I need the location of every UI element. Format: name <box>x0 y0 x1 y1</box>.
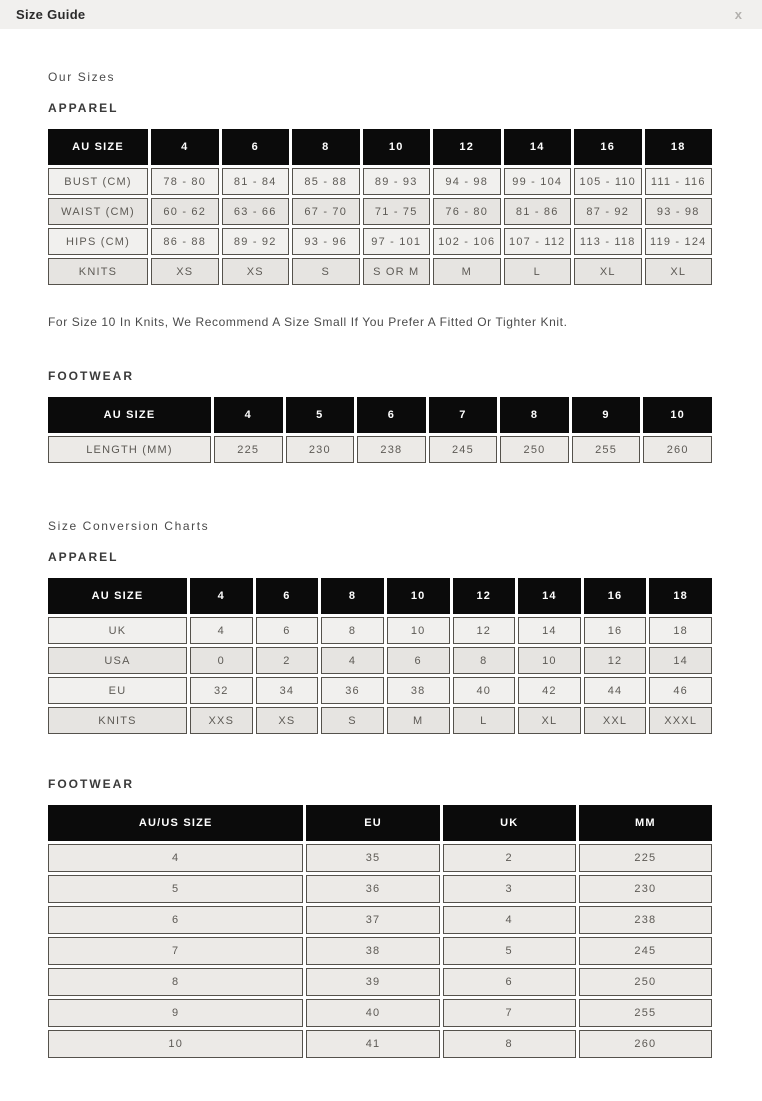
data-cell: XS <box>222 258 290 285</box>
data-cell: 78 - 80 <box>151 168 219 195</box>
page-title: Size Guide <box>16 7 86 22</box>
data-cell: 111 - 116 <box>645 168 713 195</box>
data-cell: 3 <box>443 875 576 903</box>
row-label-cell: WAIST (CM) <box>48 198 148 225</box>
data-cell: 260 <box>579 1030 712 1058</box>
table-row <box>48 228 712 255</box>
table-row <box>48 844 712 872</box>
table-row <box>48 1030 712 1058</box>
table-header-cell: 5 <box>286 397 355 433</box>
row-label-cell: 6 <box>48 906 303 934</box>
data-cell: 8 <box>453 647 516 674</box>
table-header-cell: AU SIZE <box>48 397 211 433</box>
table-header-row <box>48 129 712 165</box>
table-row <box>48 258 712 285</box>
data-cell: 71 - 75 <box>363 198 431 225</box>
table-header-cell: 18 <box>649 578 712 614</box>
table-row <box>48 617 712 644</box>
data-cell: S <box>292 258 360 285</box>
table-row <box>48 875 712 903</box>
data-cell: 85 - 88 <box>292 168 360 195</box>
table-header-cell: 18 <box>645 129 713 165</box>
data-cell: 8 <box>321 617 384 644</box>
table-header-cell: MM <box>579 805 712 841</box>
table-header-cell: 9 <box>572 397 641 433</box>
data-cell: 67 - 70 <box>292 198 360 225</box>
data-cell: 4 <box>443 906 576 934</box>
data-cell: 46 <box>649 677 712 704</box>
table-header-cell: 8 <box>321 578 384 614</box>
data-cell: 107 - 112 <box>504 228 572 255</box>
table-header-cell: 14 <box>504 129 572 165</box>
data-cell: S <box>321 707 384 734</box>
data-cell: 255 <box>572 436 641 463</box>
table-row <box>48 677 712 704</box>
row-label-cell: UK <box>48 617 187 644</box>
data-cell: XS <box>151 258 219 285</box>
table-header-cell: 14 <box>518 578 581 614</box>
data-cell: 8 <box>443 1030 576 1058</box>
conversion-apparel-heading: APPAREL <box>48 550 119 564</box>
data-cell: 250 <box>579 968 712 996</box>
data-cell: 34 <box>256 677 319 704</box>
table-header-cell: AU/US SIZE <box>48 805 303 841</box>
table-row <box>48 906 712 934</box>
data-cell: XL <box>574 258 642 285</box>
data-cell: 4 <box>190 617 253 644</box>
data-cell: 94 - 98 <box>433 168 501 195</box>
data-cell: XS <box>256 707 319 734</box>
data-cell: 225 <box>214 436 283 463</box>
row-label-cell: 5 <box>48 875 303 903</box>
conversion-section-title: Size Conversion Charts <box>48 519 210 533</box>
table-header-row <box>48 578 712 614</box>
data-cell: 119 - 124 <box>645 228 713 255</box>
table-header-cell: 10 <box>387 578 450 614</box>
data-cell: 10 <box>518 647 581 674</box>
data-cell: M <box>387 707 450 734</box>
data-cell: 89 - 92 <box>222 228 290 255</box>
data-cell: 76 - 80 <box>433 198 501 225</box>
data-cell: 63 - 66 <box>222 198 290 225</box>
table-header-cell: UK <box>443 805 576 841</box>
table-row <box>48 647 712 674</box>
data-cell: 250 <box>500 436 569 463</box>
table-header-cell: 6 <box>357 397 426 433</box>
our-sizes-footwear-table <box>45 394 715 466</box>
data-cell: XXS <box>190 707 253 734</box>
data-cell: XL <box>645 258 713 285</box>
data-cell: M <box>433 258 501 285</box>
data-cell: 12 <box>584 647 647 674</box>
table-header-cell: 10 <box>643 397 712 433</box>
row-label-cell: BUST (CM) <box>48 168 148 195</box>
data-cell: 89 - 93 <box>363 168 431 195</box>
data-cell: 102 - 106 <box>433 228 501 255</box>
row-label-cell: 9 <box>48 999 303 1027</box>
table-row <box>48 937 712 965</box>
table-row <box>48 968 712 996</box>
data-cell: 40 <box>306 999 439 1027</box>
knits-note: For Size 10 In Knits, We Recommend A Size Small If You Prefer A Fitted Or Tighter Knit. <box>48 315 568 329</box>
data-cell: 14 <box>518 617 581 644</box>
table-header-cell: 4 <box>214 397 283 433</box>
our-sizes-apparel-heading: APPAREL <box>48 101 119 115</box>
data-cell: 238 <box>357 436 426 463</box>
data-cell: 36 <box>321 677 384 704</box>
table-header-cell: 7 <box>429 397 498 433</box>
data-cell: 225 <box>579 844 712 872</box>
table-row <box>48 168 712 195</box>
data-cell: 36 <box>306 875 439 903</box>
data-cell: 40 <box>453 677 516 704</box>
table-header-cell: 16 <box>574 129 642 165</box>
table-header-cell: AU SIZE <box>48 129 148 165</box>
table-header-cell: 8 <box>292 129 360 165</box>
data-cell: XL <box>518 707 581 734</box>
data-cell: 86 - 88 <box>151 228 219 255</box>
data-cell: 238 <box>579 906 712 934</box>
data-cell: 87 - 92 <box>574 198 642 225</box>
table-row <box>48 198 712 225</box>
data-cell: 41 <box>306 1030 439 1058</box>
data-cell: L <box>504 258 572 285</box>
data-cell: 5 <box>443 937 576 965</box>
data-cell: 12 <box>453 617 516 644</box>
row-label-cell: LENGTH (MM) <box>48 436 211 463</box>
row-label-cell: KNITS <box>48 258 148 285</box>
our-sizes-footwear-heading: FOOTWEAR <box>48 369 134 383</box>
data-cell: XXXL <box>649 707 712 734</box>
data-cell: 97 - 101 <box>363 228 431 255</box>
data-cell: 32 <box>190 677 253 704</box>
data-cell: 44 <box>584 677 647 704</box>
data-cell: 230 <box>579 875 712 903</box>
table-header-cell: 4 <box>190 578 253 614</box>
data-cell: 245 <box>429 436 498 463</box>
table-header-cell: 12 <box>433 129 501 165</box>
data-cell: 38 <box>306 937 439 965</box>
table-header-cell: 4 <box>151 129 219 165</box>
data-cell: 2 <box>256 647 319 674</box>
row-label-cell: HIPS (CM) <box>48 228 148 255</box>
table-row <box>48 436 712 463</box>
data-cell: 14 <box>649 647 712 674</box>
row-label-cell: KNITS <box>48 707 187 734</box>
row-label-cell: EU <box>48 677 187 704</box>
data-cell: 60 - 62 <box>151 198 219 225</box>
data-cell: 245 <box>579 937 712 965</box>
data-cell: 81 - 86 <box>504 198 572 225</box>
size-guide-header-bar <box>0 0 762 29</box>
table-header-cell: EU <box>306 805 439 841</box>
our-sizes-apparel-table <box>45 126 715 288</box>
data-cell: 2 <box>443 844 576 872</box>
row-label-cell: USA <box>48 647 187 674</box>
table-header-cell: 12 <box>453 578 516 614</box>
table-header-cell: 6 <box>256 578 319 614</box>
table-row <box>48 707 712 734</box>
size-guide-content <box>0 70 762 1101</box>
data-cell: 37 <box>306 906 439 934</box>
data-cell: S OR M <box>363 258 431 285</box>
conversion-apparel-table <box>45 575 715 737</box>
data-cell: 4 <box>321 647 384 674</box>
table-header-row <box>48 397 712 433</box>
row-label-cell: 8 <box>48 968 303 996</box>
data-cell: 6 <box>256 617 319 644</box>
data-cell: L <box>453 707 516 734</box>
data-cell: 42 <box>518 677 581 704</box>
data-cell: 6 <box>387 647 450 674</box>
table-header-cell: 6 <box>222 129 290 165</box>
data-cell: XXL <box>584 707 647 734</box>
data-cell: 105 - 110 <box>574 168 642 195</box>
close-icon[interactable]: x <box>734 7 742 22</box>
table-header-cell: 10 <box>363 129 431 165</box>
table-header-cell: 16 <box>584 578 647 614</box>
conversion-footwear-table <box>45 802 715 1061</box>
data-cell: 93 - 96 <box>292 228 360 255</box>
data-cell: 16 <box>584 617 647 644</box>
table-header-cell: AU SIZE <box>48 578 187 614</box>
data-cell: 0 <box>190 647 253 674</box>
data-cell: 39 <box>306 968 439 996</box>
data-cell: 18 <box>649 617 712 644</box>
data-cell: 260 <box>643 436 712 463</box>
data-cell: 230 <box>286 436 355 463</box>
data-cell: 255 <box>579 999 712 1027</box>
data-cell: 35 <box>306 844 439 872</box>
data-cell: 6 <box>443 968 576 996</box>
row-label-cell: 7 <box>48 937 303 965</box>
table-row <box>48 999 712 1027</box>
data-cell: 81 - 84 <box>222 168 290 195</box>
row-label-cell: 10 <box>48 1030 303 1058</box>
data-cell: 10 <box>387 617 450 644</box>
data-cell: 7 <box>443 999 576 1027</box>
our-sizes-section-title: Our Sizes <box>48 70 116 84</box>
data-cell: 93 - 98 <box>645 198 713 225</box>
data-cell: 38 <box>387 677 450 704</box>
table-header-cell: 8 <box>500 397 569 433</box>
data-cell: 99 - 104 <box>504 168 572 195</box>
data-cell: 113 - 118 <box>574 228 642 255</box>
conversion-footwear-heading: FOOTWEAR <box>48 777 134 791</box>
table-header-row <box>48 805 712 841</box>
row-label-cell: 4 <box>48 844 303 872</box>
